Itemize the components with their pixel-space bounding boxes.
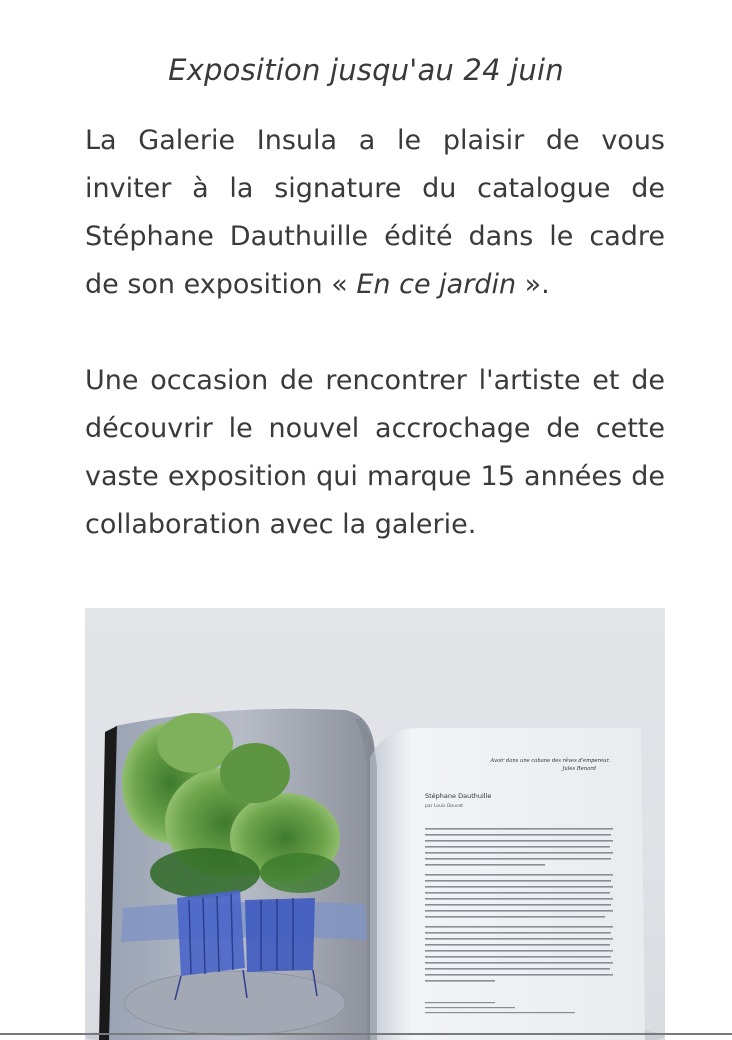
right-page: [370, 728, 645, 1040]
epigraph-text: Avoir dans une cabane des rêves d'empereur.: [490, 758, 610, 764]
text-line: Stéphane Dauthuille édité dans le cadre: [85, 221, 665, 252]
text-line: Une occasion de rencontrer l'artiste et de: [85, 365, 665, 396]
catalog-byline: par Louis Doucet: [425, 804, 464, 809]
catalog-author: Stéphane Dauthuille: [425, 792, 492, 800]
bottom-divider: [0, 1033, 732, 1035]
occasion-paragraph: [85, 357, 665, 549]
invitation-paragraph: [85, 117, 665, 309]
text-line: découvrir le nouvel accrochage de cette: [85, 413, 665, 444]
catalog-photo: [85, 608, 665, 1040]
exhibition-dates-heading: Exposition jusqu'au 24 juin: [168, 53, 564, 87]
text-line: collaboration avec la galerie.: [85, 509, 477, 540]
epigraph-author: Jules Renard: [562, 766, 596, 772]
open-catalog-illustration: [85, 608, 665, 1040]
text-segment: ».: [516, 269, 550, 300]
text-line: vaste exposition qui marque 15 années de: [85, 461, 665, 492]
exhibition-title: En ce jardin: [356, 269, 517, 300]
text-segment: de son exposition «: [85, 269, 357, 300]
text-line: inviter à la signature du catalogue de: [85, 173, 665, 204]
text-line: [85, 261, 665, 309]
text-line: La Galerie Insula a le plaisir de vous: [85, 125, 665, 156]
